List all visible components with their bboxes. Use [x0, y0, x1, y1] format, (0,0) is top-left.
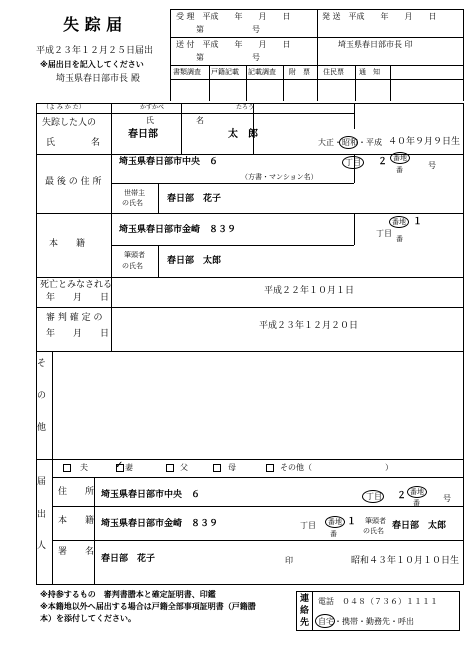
honseki-banchi: 番地 [392, 218, 406, 226]
received-line: 受 理 平成 年 月 日 [176, 12, 291, 21]
relation-wife: 妻 [125, 463, 133, 472]
footer-note: 本）を添付してください。 [40, 614, 136, 623]
notifier-banchi-circle [407, 486, 427, 498]
mayor-seal: 埼玉県春日部市長 印 [338, 40, 413, 49]
householder-label2: の氏名 [122, 199, 143, 207]
relation-other-close: ） [385, 463, 393, 472]
trial-date-label2: 年 月 日 [46, 329, 110, 339]
relation-checkbox-husband[interactable] [63, 464, 71, 472]
missing-name-label: 失踪した人の [42, 118, 97, 128]
signature-label: 署 名 [58, 547, 95, 557]
householder-name: 春日部 花子 [167, 194, 222, 204]
head-label: 筆頭者 [124, 251, 145, 259]
office-col: 附 票 [289, 68, 310, 76]
notifier-head-label: 筆頭者 [365, 517, 386, 525]
relation-checkbox-mother[interactable] [213, 464, 221, 472]
notifier-head: 春日部 太郎 [392, 521, 447, 531]
checkmark-icon: ✓ [115, 460, 124, 471]
received-no: 第 号 [196, 25, 260, 34]
era-options: 大正・昭和・平成 [318, 138, 382, 147]
furigana-mei: たろう [236, 104, 255, 111]
birth-date: ４０年９月９日生 [388, 137, 461, 147]
notifier-honseki: 埼玉県春日部市金崎 ８３９ [101, 519, 219, 529]
office-col: 住民票 [323, 68, 344, 76]
date-note: ※届出日を記入してください [40, 60, 144, 69]
footer-note: ※本籍地以外へ届出する場合は戸籍全部事項証明書（戸籍謄 [40, 602, 256, 611]
relation-other: その他（ [280, 463, 312, 472]
notifier-hon-chome: 丁目 [300, 521, 316, 530]
honseki-ban: 番 [396, 235, 403, 243]
death-date: 平成２２年１０月１日 [264, 286, 355, 296]
contact-label: 連 [300, 594, 310, 604]
notifier-ban: 番 [413, 499, 420, 507]
householder-label: 世帯主 [124, 189, 145, 197]
honseki-banchi-circle [389, 216, 409, 228]
office-col: 戸籍記載 [211, 68, 239, 76]
notifier-address-label: 住 所 [58, 487, 95, 497]
office-col: 記載調査 [248, 68, 276, 76]
other-label: の [37, 391, 47, 401]
death-date-label: 死亡とみなされる [40, 280, 113, 290]
missing-mei: 太 郎 [228, 129, 258, 140]
submit-date: 平成２３年１２月２５日届出 [36, 46, 154, 56]
missing-sei: 春日部 [128, 129, 158, 140]
head-label2: の氏名 [122, 262, 143, 270]
footer-note: ※持参するもの 審判書謄本と確定証明書、印鑑 [40, 590, 216, 599]
addressee: 埼玉県春日部市長 殿 [56, 74, 140, 84]
other-label: そ [37, 359, 47, 369]
honseki-label: 本 籍 [49, 239, 86, 249]
other-label: 他 [37, 423, 47, 433]
sent-line: 送 付 平成 年 月 日 [176, 40, 291, 49]
furigana-label: （よ み か た） [43, 104, 85, 111]
notifier-hon-ban: 番 [330, 530, 337, 538]
contact-label: 絡 [300, 606, 310, 616]
notifier-go: 号 [443, 494, 451, 503]
form-title: 失 踪 届 [63, 15, 123, 34]
office-col: 通 知 [359, 68, 380, 76]
missing-name-label2: 氏 名 [46, 138, 101, 148]
furigana-sei: かすかべ [140, 104, 165, 111]
last-address: 埼玉県春日部市中央 ６ [119, 157, 219, 167]
home-circle [315, 614, 335, 628]
honseki-num: １ [413, 217, 423, 227]
relation-husband: 夫 [80, 463, 88, 472]
notifier-chome: 丁目 [366, 492, 382, 501]
relation-father: 父 [180, 463, 188, 472]
seal-mark: 印 [285, 556, 293, 565]
notifier-address: 埼玉県春日部市中央 ６ [101, 490, 201, 500]
trial-date-label: 審 判 確 定 の [46, 313, 103, 323]
death-date-label2: 年 月 日 [46, 293, 110, 303]
notifier-label: 届 [37, 477, 47, 487]
era-circle [339, 136, 358, 149]
trial-date: 平成２３年１２月２０日 [259, 321, 359, 331]
sei-label: 氏 [146, 116, 154, 125]
relation-mother: 母 [228, 463, 236, 472]
notifier-chome-circle [362, 490, 384, 503]
honseki-address: 埼玉県春日部市金崎 ８３９ [119, 225, 237, 235]
office-col: 書類調査 [173, 68, 201, 76]
building-label: （方書・マンション名） [241, 173, 318, 181]
notifier-head-label2: の氏名 [363, 527, 384, 535]
notifier-hon-banchi-circle [325, 516, 345, 528]
chome-circle [342, 156, 364, 169]
relation-checkbox-other[interactable] [266, 464, 274, 472]
notifier-honseki-label: 本 籍 [58, 516, 95, 526]
forwarded-line: 発 送 平成 年 月 日 [322, 12, 437, 21]
signature-name: 春日部 花子 [101, 554, 156, 564]
ban-label: 番 [396, 166, 403, 174]
last-address-num: ２ [378, 157, 388, 167]
relation-checkbox-father[interactable] [166, 464, 174, 472]
notifier-birth: 昭和４３年１０月１０日生 [351, 556, 460, 566]
head-name: 春日部 太郎 [167, 256, 222, 266]
contact-phone-type: 自宅・携帯・勤務先・呼出 [318, 617, 414, 626]
chome-label: 丁目 [345, 158, 361, 167]
notifier-hon-num: １ [347, 517, 357, 527]
notifier-banchi: 番地 [410, 488, 424, 496]
honseki-chome: 丁目 [376, 229, 392, 238]
banchi-label: 番地 [393, 154, 407, 162]
notifier-label: 出 [37, 510, 47, 520]
go-label: 号 [428, 161, 436, 170]
notifier-num: ２ [397, 491, 407, 501]
contact-phone: 電話 ０４８（７３６）１１１１ [318, 597, 438, 606]
mei-label: 名 [196, 116, 204, 125]
sent-no: 第 号 [196, 53, 260, 62]
last-address-label: 最 後 の 住 所 [45, 177, 102, 187]
contact-label: 先 [300, 618, 310, 628]
notifier-label: 人 [37, 541, 47, 551]
notifier-hon-banchi: 番地 [328, 518, 342, 526]
banchi-circle [390, 152, 410, 164]
